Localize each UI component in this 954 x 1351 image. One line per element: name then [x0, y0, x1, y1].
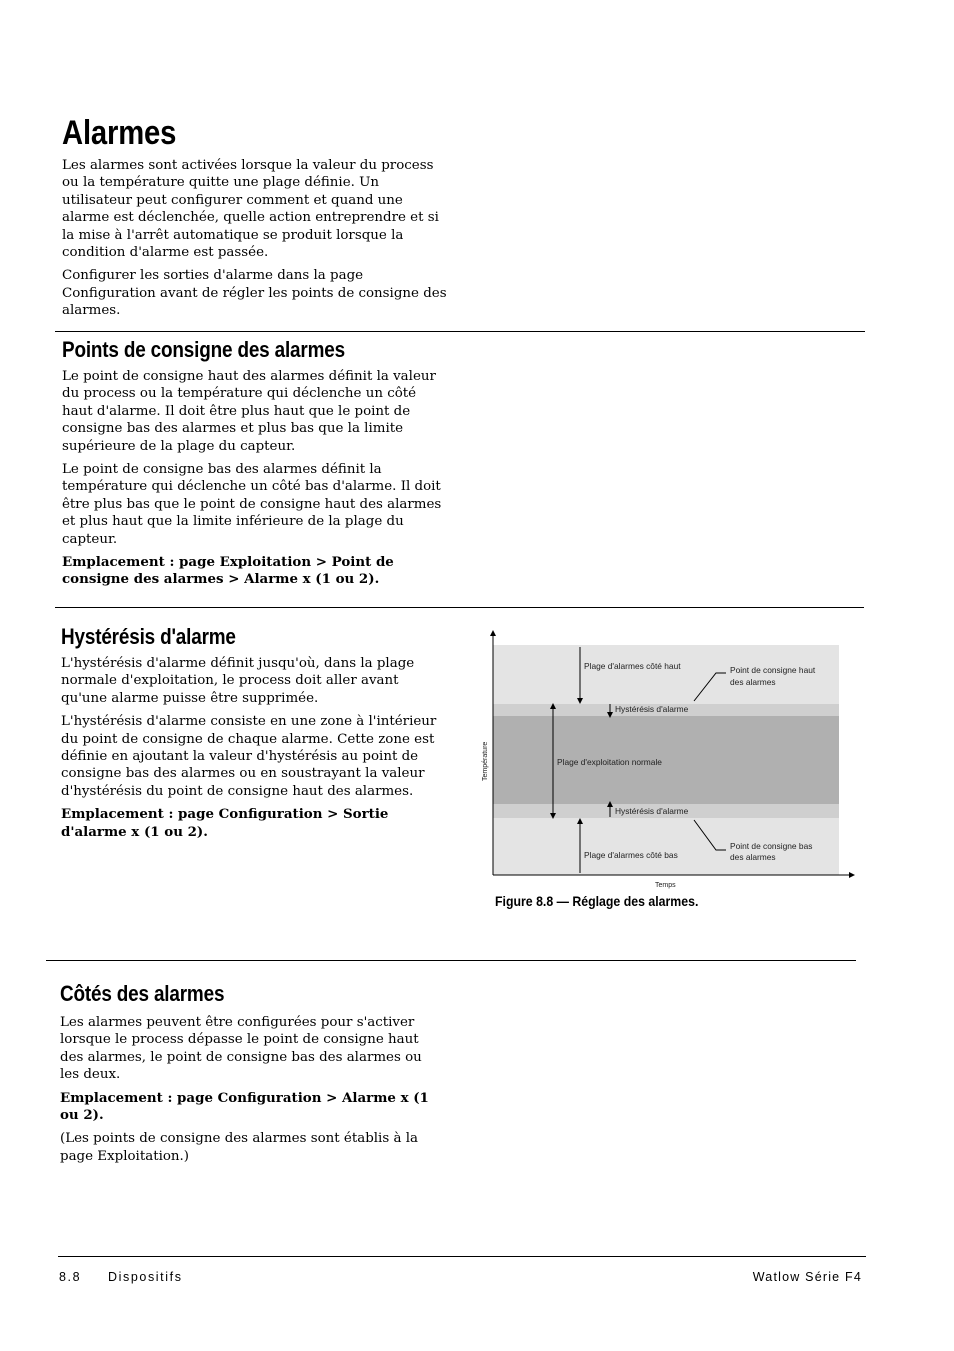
section-title: Points de consigne des alarmes	[62, 337, 345, 362]
divider	[55, 607, 864, 608]
footer-rule	[58, 1256, 866, 1257]
section-title: Hystérésis d'alarme	[61, 624, 236, 649]
cotes-paragraph-2: (Les points de consigne des alarmes sont établis à la page Exploitation.)	[60, 1131, 418, 1164]
section-hysteresis	[61, 624, 445, 841]
divider	[46, 960, 856, 961]
divider	[55, 331, 865, 332]
zone-low-label: Plage d'alarmes côté bas	[584, 850, 678, 860]
sp-low-label-1: Point de consigne bas	[730, 841, 813, 851]
y-axis-label: Température	[482, 741, 489, 781]
hysteresis-paragraph-1: L'hystérésis d'alarme définit jusqu'où, dans la plage normale d'exploitation, le process doit aller avant qu'une alarme puisse être supprimée.	[61, 656, 415, 706]
alarm-diagram	[470, 625, 870, 895]
page-title: Alarmes	[62, 114, 177, 152]
figure-caption: Figure 8.8 — Réglage des alarmes.	[495, 893, 699, 909]
hysteresis-location: Emplacement : page Configuration > Sortie d'alarme x (1 ou 2).	[61, 806, 389, 840]
alarmes-paragraph-2: Configurer les sorties d'alarme dans la page Configuration avant de régler les points de consigne des alarmes.	[62, 268, 447, 319]
hysteresis-paragraph-2: L'hystérésis d'alarme consiste en une zone à l'intérieur du point de consigne de chaque alarme. Cette zone est définie en ajoutant la valeur d'hystérésis au point de consigne bas des alarmes ou en soustrayant la valeur d'hystérésis du point de consigne haut des alarmes.	[61, 714, 437, 799]
section-alarmes	[62, 114, 452, 320]
x-axis-label: Temps	[655, 882, 676, 889]
sp-high-label-1: Point de consigne haut	[730, 665, 816, 675]
cotes-location: Emplacement : page Configuration > Alarme x (1 ou 2).	[60, 1089, 429, 1124]
alarmes-paragraph-1: Les alarmes sont activées lorsque la valeur du process ou la température quitte une plage définie. Un utilisateur peut configurer comment et quand une alarme est déclenchée, quelle action entreprendre et si la mise à l'arrêt automatique se produit lorsque la condition d'alarme est passée.	[62, 158, 439, 261]
section-title: Côtés des alarmes	[60, 981, 225, 1006]
footer-section: Dispositifs	[108, 1270, 183, 1284]
footer-product: Watlow Série F4	[752, 1270, 862, 1284]
hyst-low-label: Hystérésis d'alarme	[615, 806, 689, 816]
section-cotes	[60, 981, 444, 1165]
normal-band	[493, 716, 839, 804]
sp-low-label-2: des alarmes	[730, 852, 776, 862]
consigne-paragraph-2: Le point de consigne bas des alarmes définit la température qui déclenche un côté bas d'alarme. Il doit être plus bas que le point de consigne haut des alarmes et plus haut que la limite inférieure de la plage du capteur.	[62, 462, 442, 547]
zone-high-label: Plage d'alarmes côté haut	[584, 661, 681, 671]
hyst-high-label: Hystérésis d'alarme	[615, 704, 689, 714]
consigne-location: Emplacement : page Exploitation > Point de consigne des alarmes > Alarme x (1 ou 2).	[62, 554, 394, 588]
normal-label: Plage d'exploitation normale	[557, 757, 662, 767]
cotes-paragraph-1: Les alarmes peuvent être configurées pour s'activer lorsque le process dépasse le point de consigne haut des alarmes, le point de consigne bas des alarmes ou les deux.	[60, 1015, 422, 1083]
section-consigne	[62, 337, 446, 589]
sp-high-label-2: des alarmes	[730, 677, 776, 687]
footer-page-number: 8.8	[59, 1270, 82, 1284]
consigne-paragraph-1: Le point de consigne haut des alarmes définit la valeur du process ou la température qui déclenche un côté haut d'alarme. Il doit être plus haut que le point de consigne bas des alarmes et plus bas que la limite supérieure de la plage du capteur.	[62, 369, 436, 454]
